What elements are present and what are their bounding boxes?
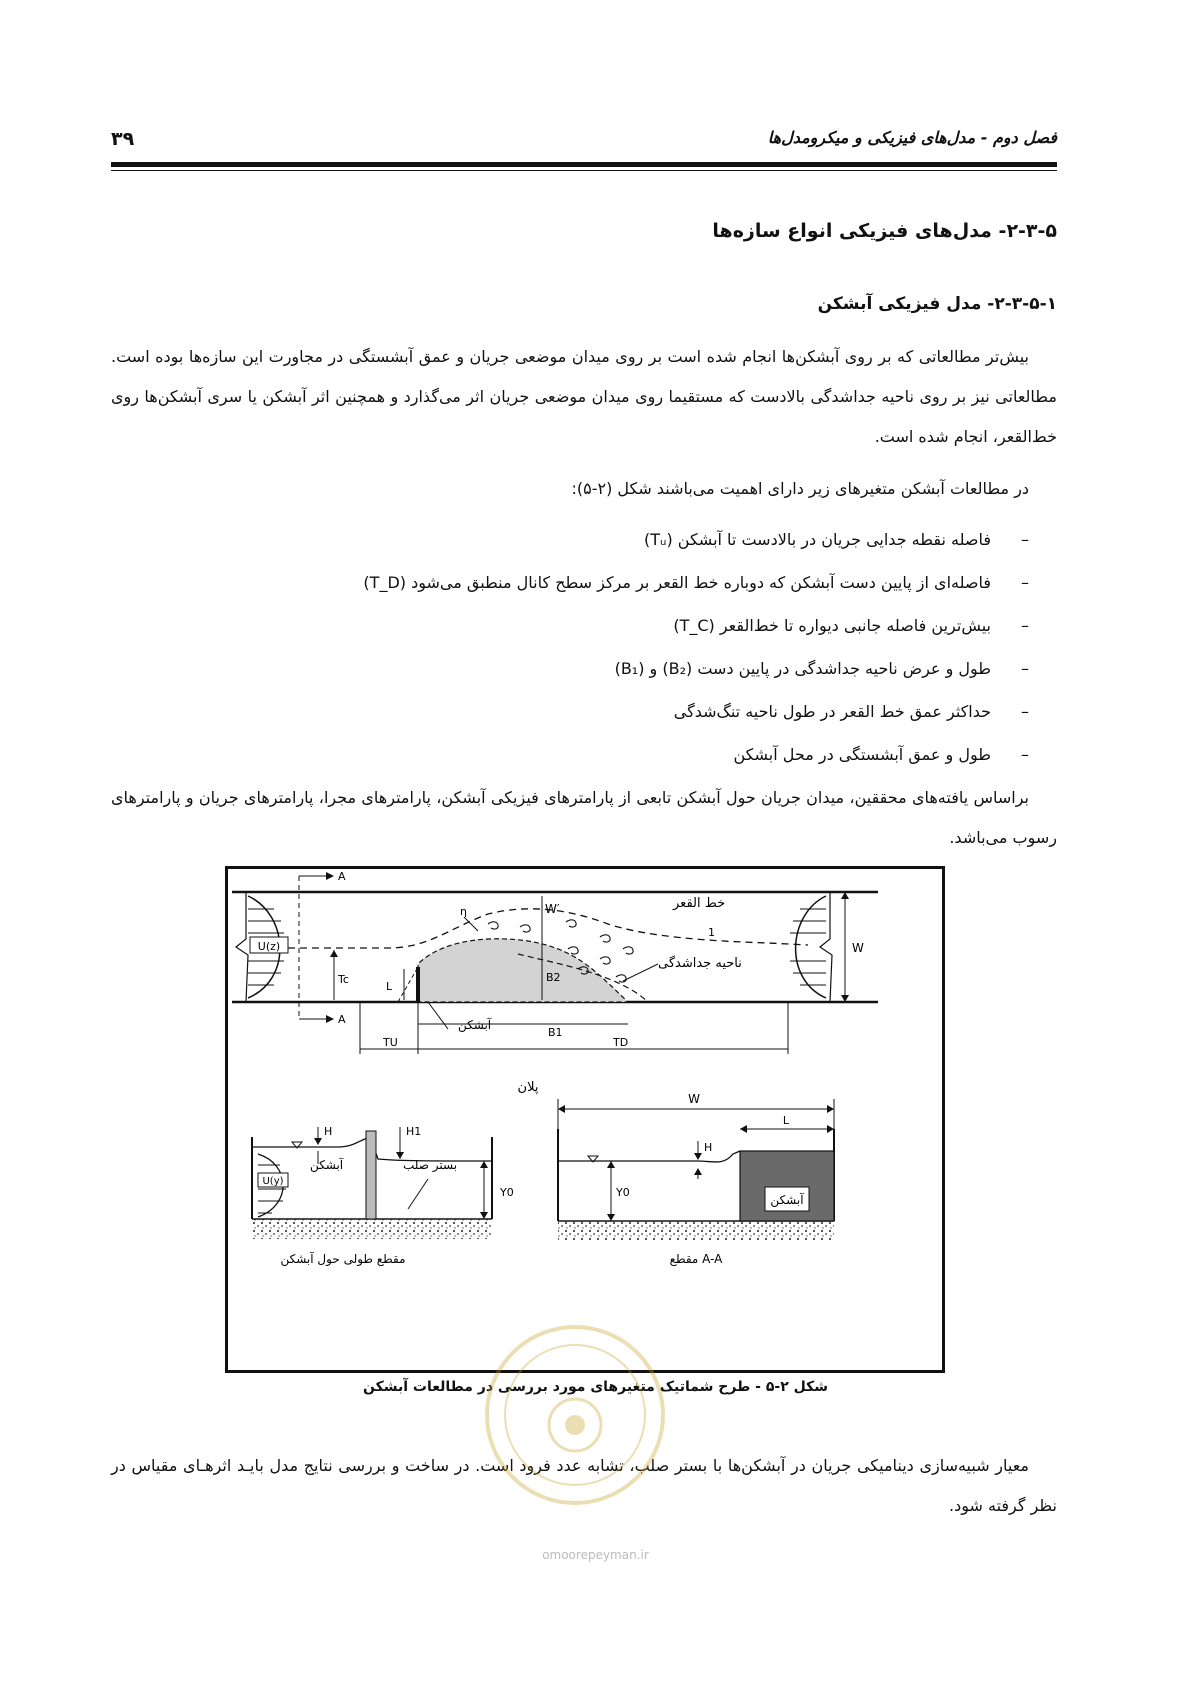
list-item bbox=[363, 566, 1029, 609]
y0-long-label: Y0 bbox=[500, 1186, 514, 1199]
td-label: TD bbox=[613, 1036, 629, 1049]
paragraph-3: معیار شبیه‌سازی دینامیکی جریان در آبشکن‌ها با بستر صلب، تشابه عدد فرود است. در ساخت و بررسی نتایج مدل بایـد اثرهـای مقیاس در نظر گرفته شود. bbox=[111, 1456, 1057, 1515]
list-item bbox=[363, 523, 1029, 566]
thalweg-label: خط القعر bbox=[673, 896, 726, 911]
w-cross-label: W bbox=[688, 1092, 700, 1106]
list-intro: در مطالعات آبشکن متغیرهای زیر دارای اهمیت می‌باشند شکل (۲-۵): bbox=[571, 479, 1029, 498]
list-dash: – bbox=[1021, 616, 1029, 635]
b2-label: B2 bbox=[546, 971, 561, 984]
svg-text:1: 1 bbox=[708, 926, 715, 939]
tc-label: Tc bbox=[338, 973, 349, 986]
watermark-seal bbox=[480, 1320, 670, 1510]
plan-view-label: پلان bbox=[517, 1080, 539, 1095]
water-surface-cross bbox=[558, 1151, 740, 1162]
section-a-label-top: A bbox=[338, 870, 346, 883]
spur-plan-label: آبشکن bbox=[458, 1018, 492, 1032]
subsection-heading: ۲-۳-۵-۱- مدل فیزیکی آبشکن bbox=[817, 294, 1057, 314]
cross-section-a-a bbox=[558, 1092, 834, 1266]
section-a-label-bottom: A bbox=[338, 1013, 346, 1026]
w-plan-label: W bbox=[852, 941, 864, 955]
list-dash: – bbox=[1021, 659, 1029, 678]
list-item-text: بیش‌ترین فاصله جانبی دیواره تا خط‌القعر (T_C) bbox=[673, 616, 991, 635]
list-item bbox=[363, 738, 1029, 781]
h-long-label: H bbox=[324, 1125, 333, 1138]
list-dash: – bbox=[1021, 573, 1029, 592]
w-prime-label: W′ bbox=[545, 902, 560, 916]
tu-label: TU bbox=[383, 1036, 398, 1049]
rigid-bed-long bbox=[252, 1219, 492, 1239]
cross-section-caption: مقطع A-A bbox=[669, 1252, 723, 1266]
plan-view bbox=[232, 870, 878, 1095]
b1-label: B1 bbox=[548, 1026, 563, 1039]
list-dash: – bbox=[1021, 702, 1029, 721]
l-plan-label: L bbox=[386, 980, 393, 993]
paragraph-2: براساس یافته‌های محققین، میدان جریان حول آبشکن تابعی از پارامترهای فیزیکی آبشکن، پارامترهای مجرا، پارامترهای جریان و پارامترهای رسوب می‌باشد. bbox=[111, 788, 1057, 847]
break-mark-left bbox=[236, 892, 248, 1002]
header-rule-thin bbox=[111, 170, 1057, 171]
rigid-bed-label: بستر صلب bbox=[403, 1158, 458, 1172]
chapter-title: فصل دوم - مدل‌های فیزیکی و میکرومدل‌ها bbox=[767, 128, 1057, 147]
separation-zone bbox=[418, 939, 628, 1002]
list-dash: – bbox=[1021, 745, 1029, 764]
list-item bbox=[363, 695, 1029, 738]
list-item-text: حداکثر عمق خط القعر در طول ناحیه تنگ‌شدگی bbox=[673, 702, 991, 721]
spur-long-label: آبشکن bbox=[310, 1158, 344, 1172]
list-dash: – bbox=[1021, 530, 1029, 549]
uy-label: U(y) bbox=[262, 1176, 284, 1187]
figure-caption: شکل ۲-۵ - طرح شماتیک متغیرهای مورد بررسی در مطالعات آبشکن bbox=[362, 1379, 829, 1395]
figure-drawing bbox=[228, 869, 942, 1370]
header-rule-thick bbox=[111, 162, 1057, 167]
section-heading: ۲-۳-۵- مدل‌های فیزیکی انواع سازه‌ها bbox=[712, 220, 1057, 242]
page-number: ۳۹ bbox=[111, 128, 135, 150]
spur-dike-long bbox=[366, 1131, 376, 1219]
eta-label: η bbox=[460, 905, 467, 918]
longitudinal-section bbox=[252, 1125, 514, 1267]
separation-zone-label: ناحیه جداشدگی bbox=[658, 956, 742, 971]
paragraph-1: بیش‌تر مطالعاتی که بر روی آبشکن‌ها انجام شده است بر روی میدان موضعی جریان و عمق آبشستگی در مجاورت این سازه‌ها بوده است. مطالعاتی نیز بر روی ناحیه جداشدگی بالادست که مستقیما روی میدان موضعی جریان اثر می‌گذارد و همچنین اثر آبشکن یا سری آبشکن‌ها روی خط‌القعر، انجام شده است. bbox=[111, 347, 1057, 446]
list-item-text: طول و عرض ناحیه جداشدگی در پایین دست (B₂) و (B₁) bbox=[614, 659, 991, 678]
running-header bbox=[111, 128, 1057, 162]
variables-list bbox=[363, 523, 1029, 781]
l-cross-label: L bbox=[782, 1114, 790, 1127]
uz-label: U(z) bbox=[257, 940, 281, 953]
rigid-bed-cross bbox=[558, 1221, 834, 1241]
list-item bbox=[363, 609, 1029, 652]
list-item bbox=[363, 652, 1029, 695]
watermark-url: omoorepeyman.ir bbox=[542, 1548, 649, 1562]
h-cross-label: H bbox=[704, 1141, 713, 1154]
list-item-text: طول و عمق آبشستگی در محل آبشکن bbox=[733, 745, 991, 764]
list-item-text: فاصله‌ای از پایین دست آبشکن که دوباره خط القعر بر مرکز سطح کانال منطبق می‌شود (T_D) bbox=[363, 573, 991, 592]
y0-cross-label: Y0 bbox=[616, 1186, 630, 1199]
list-item-text: فاصله نقطه جدایی جریان در بالادست تا آبشکن (Tᵤ) bbox=[643, 530, 991, 549]
spur-cross-label: آبشکن bbox=[770, 1193, 804, 1207]
long-section-caption: مقطع طولی حول آبشکن bbox=[280, 1252, 406, 1266]
h1-label: H1 bbox=[406, 1125, 422, 1138]
spur-dike-figure bbox=[225, 866, 945, 1373]
velocity-profile-downstream bbox=[796, 896, 826, 998]
